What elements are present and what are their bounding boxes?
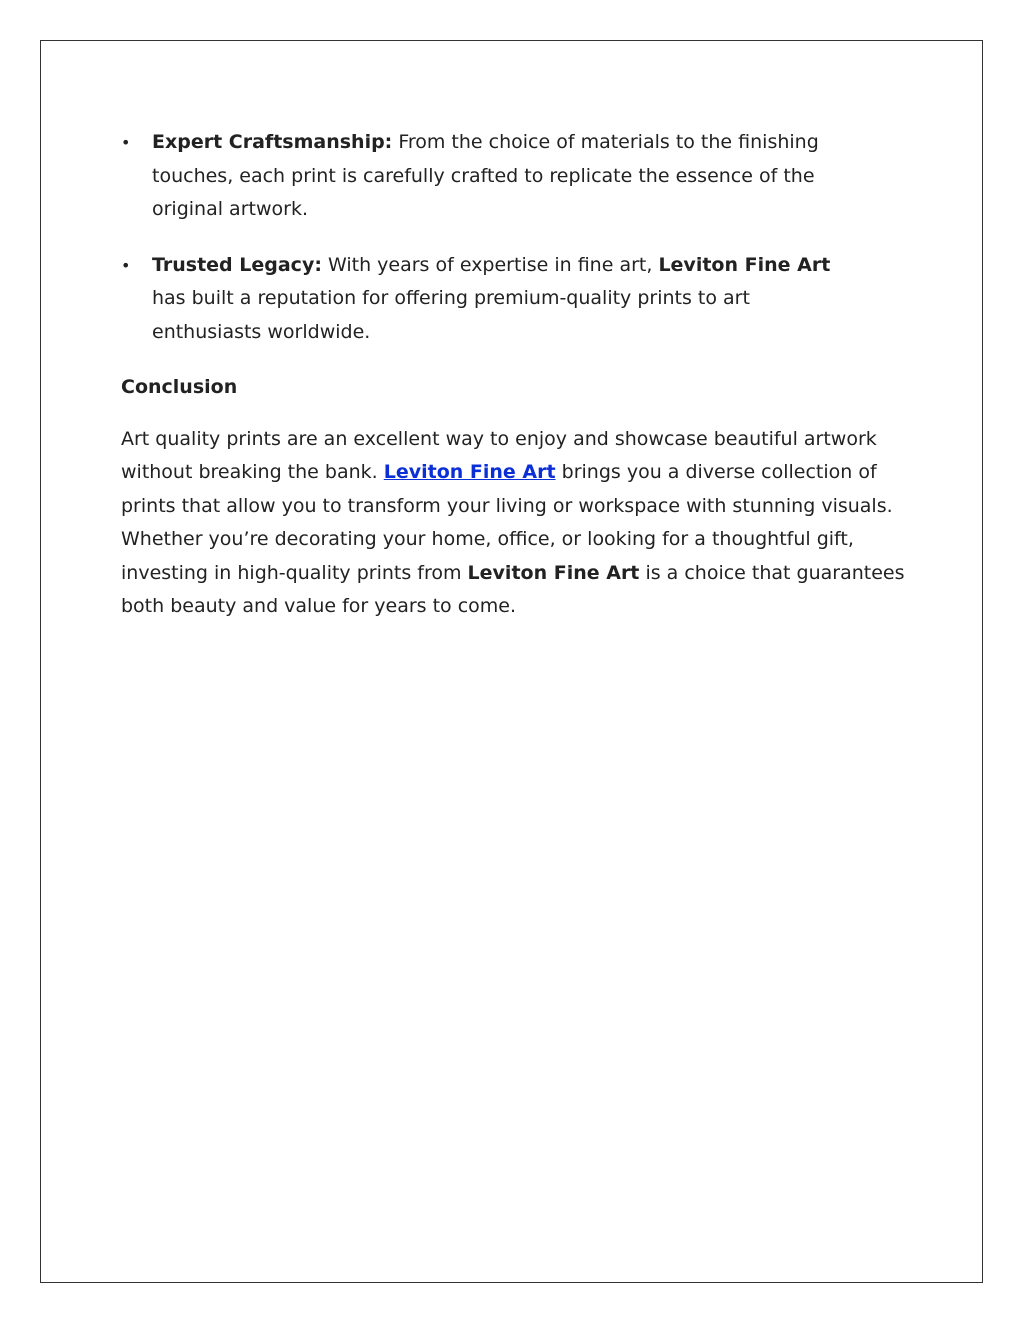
list-item-text: From the choice of materials to the finishing touches, each print is carefully crafted to replicate the essence of the original artwork. [152,131,819,220]
bullet-icon: • [121,133,131,152]
paragraph-text: Art quality prints are an excellent way to enjoy and showcase beautiful artwork without breaking the bank. [121,427,877,483]
list-item-text: With years of expertise in fine art, [321,253,659,276]
list-item-label: Trusted Legacy: [152,253,322,276]
section-heading: Conclusion [121,376,238,398]
list-item-label: Expert Craftsmanship: [152,131,393,153]
list-item [121,126,857,227]
list-item [121,249,857,350]
brand-name: Leviton Fine Art [467,561,640,584]
bullet-icon: • [121,255,131,275]
conclusion-paragraph [121,423,911,624]
brand-name: Leviton Fine Art [658,253,831,276]
paragraph-text: is a choice that guarantees both beauty and value for years to come. [121,561,905,617]
document-body [121,126,911,624]
paragraph-text: brings you a diverse collection of prints that allow you to transform your living or workspace with stunning visuals. Whether you’re decorating your home, office, or looking for a thoughtful gift, investing in high-quality prints from [121,461,893,584]
feature-list [121,126,911,349]
list-item-text: has built a reputation for offering premium-quality prints to art enthusiasts worldwide. [152,287,750,343]
brand-link[interactable]: Leviton Fine Art [383,461,556,483]
